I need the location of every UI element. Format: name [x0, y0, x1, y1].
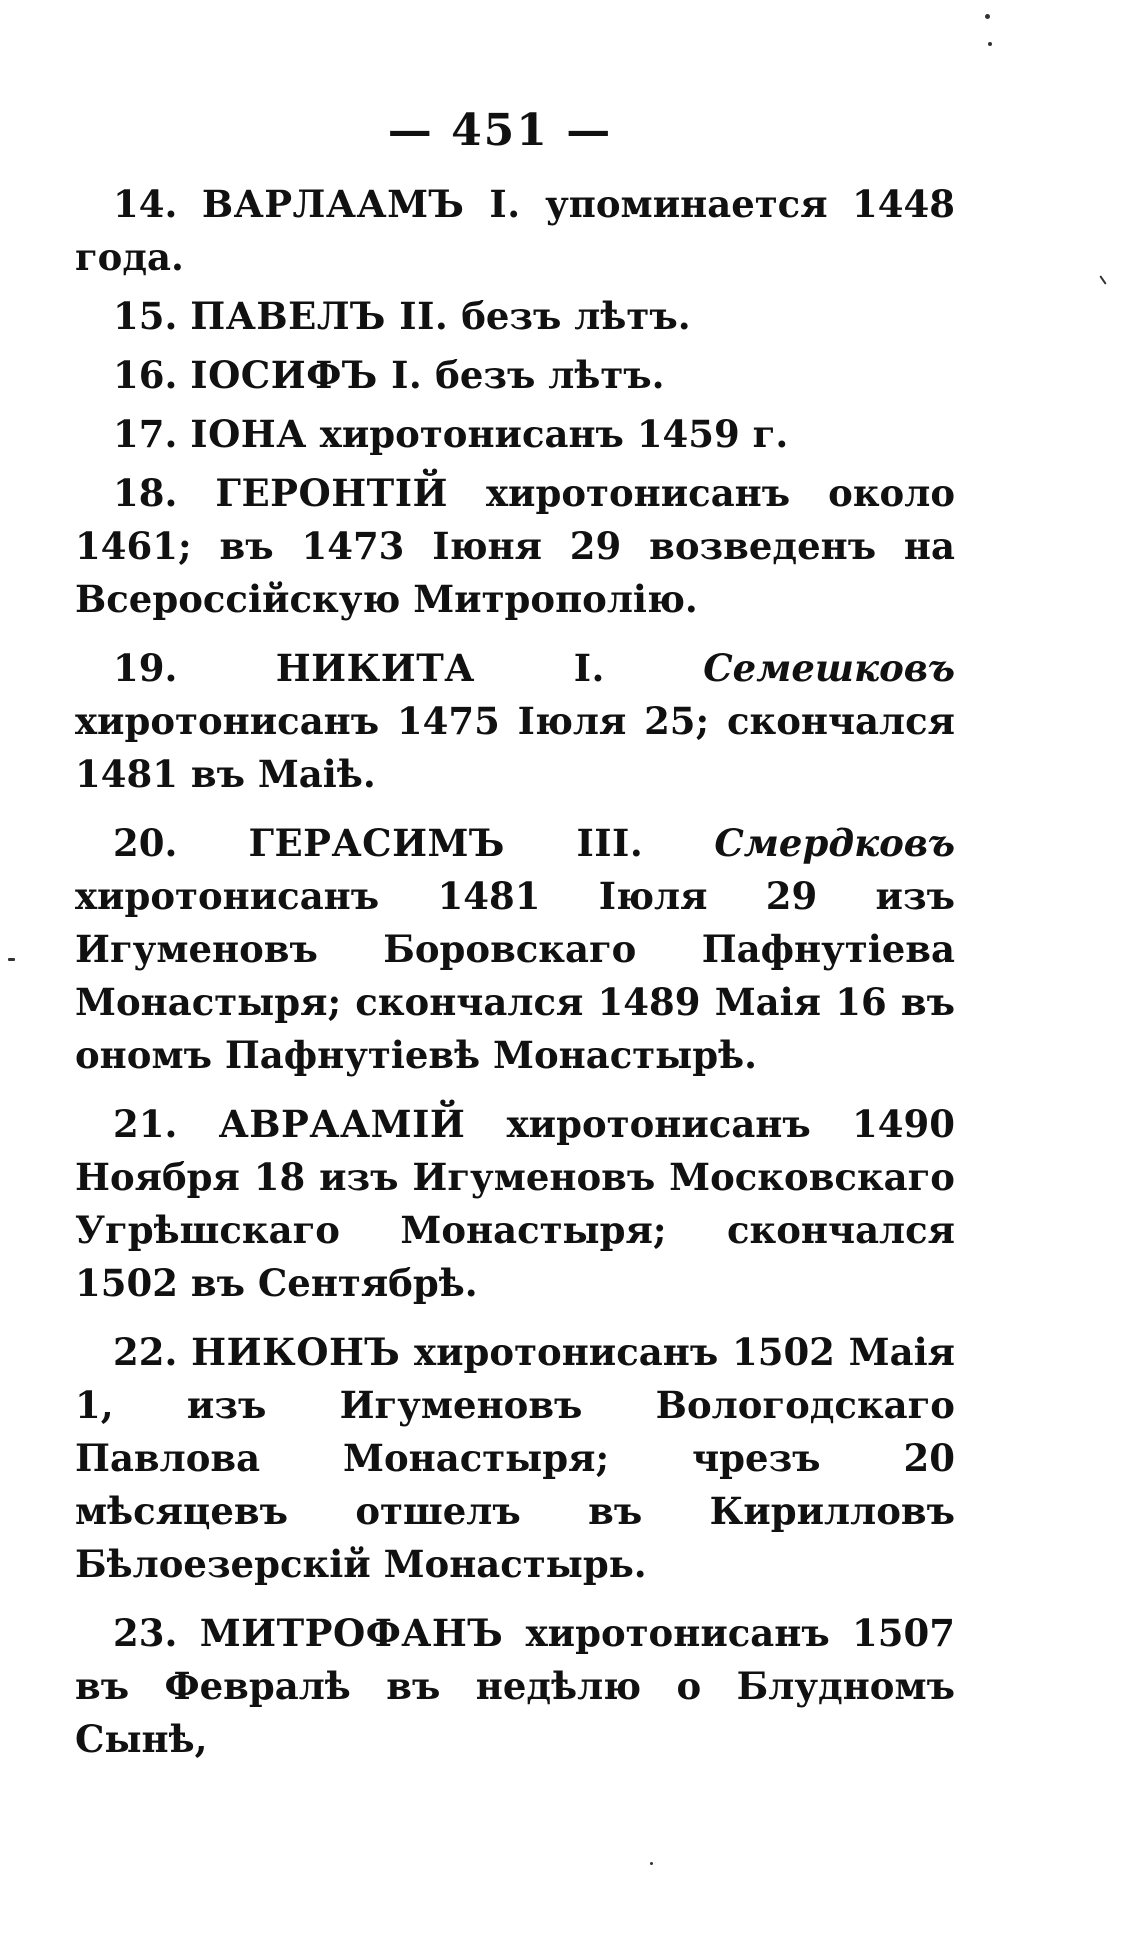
entry-name: ГЕРАСИМЪ III.	[248, 821, 644, 865]
entry-name: НИКОНЪ	[191, 1330, 401, 1374]
entry-surname: Смердковъ	[714, 821, 955, 865]
entry-name: ПАВЕЛЪ II.	[190, 294, 449, 338]
entry-text: хиротонисанъ 1475 Iюля 25; скончался 1481 въ Маiѣ.	[75, 699, 955, 796]
entry-name: АВРААМIЙ	[218, 1102, 466, 1146]
entry-name: ВАРЛААМЪ I.	[201, 182, 521, 226]
entry-number: 20.	[113, 821, 178, 865]
page-number: — 451 —	[387, 105, 613, 156]
entry-list	[75, 178, 955, 1766]
entry-name: IОНА	[190, 412, 307, 456]
print-speck	[650, 1862, 653, 1865]
entry-14	[75, 178, 955, 284]
entry-text: упоминается 1448 года.	[75, 182, 955, 279]
entry-number: 15.	[113, 294, 178, 338]
entry-name: IОСИФЪ I.	[190, 353, 423, 397]
entry-number: 18.	[113, 471, 178, 515]
entry-number: 21.	[113, 1102, 178, 1146]
entry-number: 19.	[113, 646, 178, 690]
print-speck	[1099, 275, 1106, 284]
entry-22	[75, 1326, 955, 1591]
entry-name: НИКИТА I.	[275, 646, 605, 690]
entry-number: 23.	[113, 1611, 178, 1655]
entry-19	[75, 642, 955, 801]
entry-text: хиротонисанъ около 1461; въ 1473 Iюня 29 возведенъ на Всероссiйскую Митрополiю.	[75, 471, 955, 621]
entry-text: хиротонисанъ 1459 г.	[306, 412, 789, 456]
print-speck	[985, 14, 990, 19]
entry-surname: Семешковъ	[703, 646, 955, 690]
entry-text: хиротонисанъ 1502 Маiя 1, изъ Игуменовъ Вологодскаго Павлова Монастыря; чрезъ 20 мѣсяцевъ отшелъ въ Кирилловъ Бѣлоезерскiй Монастырь.	[75, 1330, 956, 1586]
entry-number: 16.	[113, 353, 178, 397]
entry-name: МИТРОФАНЪ	[199, 1611, 504, 1655]
entry-text: безъ лѣтъ.	[448, 294, 691, 338]
entry-number: 17.	[113, 412, 178, 456]
entry-text: хиротонисанъ 1481 Iюля 29 изъ Игуменовъ Боровскаго Пафнутiева Монастыря; скончался 1489 Маiя 16 въ ономъ Пафнутiевѣ Монастырѣ.	[75, 874, 955, 1077]
entry-text: хиротонисанъ 1507 въ Февралѣ въ недѣлю о Блудномъ Сынѣ,	[75, 1611, 956, 1761]
entry-text: безъ лѣтъ.	[422, 353, 665, 397]
entry-21	[75, 1098, 955, 1310]
entry-number: 14.	[113, 182, 178, 226]
entry-18	[75, 467, 955, 626]
entry-16	[75, 349, 955, 402]
entry-name: ГЕРОНТIЙ	[215, 471, 448, 515]
entry-20	[75, 817, 955, 1082]
entry-23	[75, 1607, 955, 1766]
entry-17	[75, 408, 955, 461]
entry-15	[75, 290, 955, 343]
entry-text: хиротонисанъ 1490 Ноября 18 изъ Игуменовъ Московскаго Угрѣшскаго Монастыря; скончался 1502 въ Сентябрѣ.	[75, 1102, 956, 1305]
print-speck	[8, 958, 15, 961]
entry-number: 22.	[113, 1330, 178, 1374]
print-speck	[988, 42, 992, 46]
